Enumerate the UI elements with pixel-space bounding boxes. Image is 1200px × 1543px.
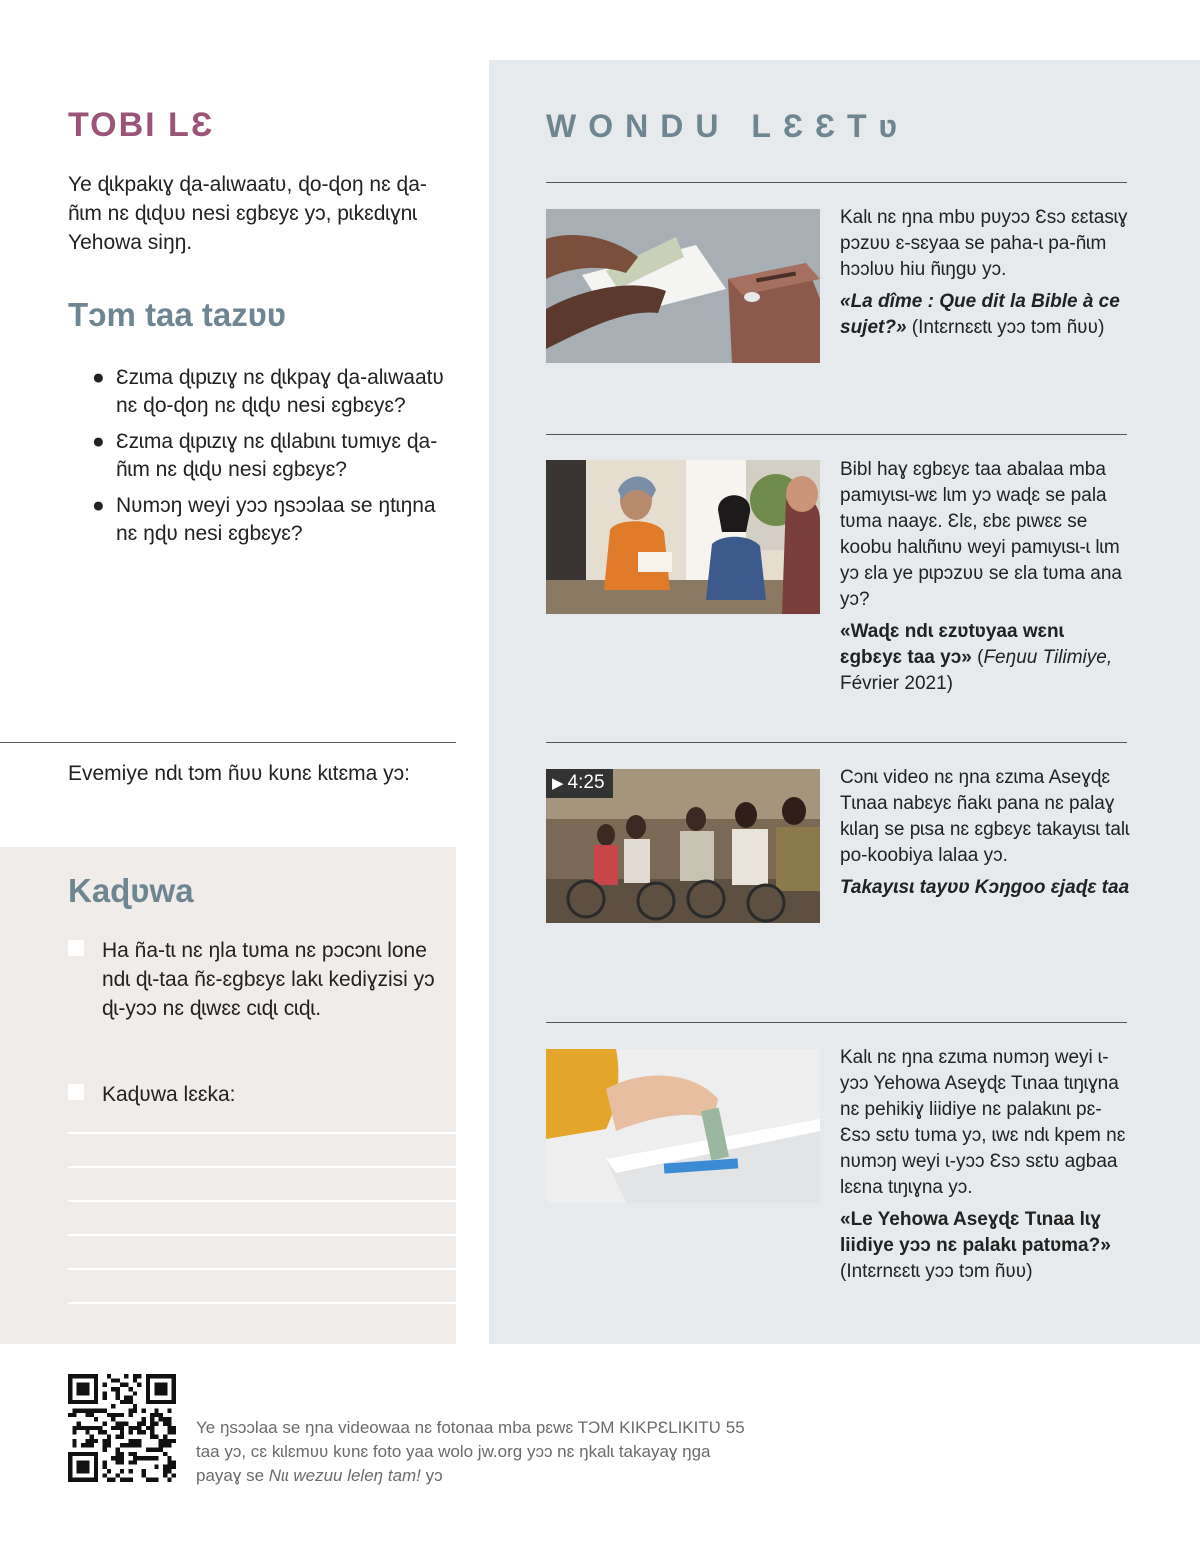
bullet-icon: ● [92, 494, 105, 517]
donation-envelope-image[interactable] [546, 209, 820, 363]
bicycle-video-thumbnail[interactable] [546, 769, 820, 923]
questions-list [92, 364, 452, 556]
resource-reference[interactable]: «La dîme : Que dit la Bible à ce sujet?» (Intɛrnɛɛtɩ yɔɔ tɔm ñʋʋ) [840, 291, 1120, 338]
divider [546, 1022, 1127, 1023]
write-line[interactable] [68, 1166, 456, 1168]
play-icon: ▶ [552, 775, 564, 792]
resource-reference[interactable]: «Le Yehowa Aseɣɖɛ Tɩnaa lɩɣ liidiye yɔɔ nɛ palakɩ patʋma?» (Intɛrnɛɛtɩ yɔɔ tɔm ñʋʋ) [840, 1209, 1111, 1282]
write-line[interactable] [68, 1234, 456, 1236]
checkbox[interactable] [68, 940, 84, 956]
questions-heading: Tɔm taa tazʋʋ [68, 296, 287, 333]
resource-reference[interactable]: «Waɖɛ ndɩ ɛzʋtʋyaa wɛnɩ ɛgbɛyɛ taa yɔ» (Feŋuu Tilimiye, Février 2021) [840, 621, 1113, 694]
resource-item: Kalɩ nɛ ŋna ɛzɩma nʋmɔŋ weyi ɩ-yɔɔ Yehowa Aseɣɖɛ Tɩnaa tɩŋɩɣna nɛ pehikiɣ liidiye nɛ palakɩnɩ pɛ-Ɛsɔ sɛtʋ tʋma yɔ, ɩwɛ ndɩ kpem nɛ nʋmɔŋ weyi ɩ-yɔɔ Ɛsɔ sɛtʋ agbaa lɛɛna tɩŋɩɣna yɔ. «Le Yehowa Aseɣɖɛ Tɩnaa lɩɣ liidiye yɔɔ nɛ palakɩ patʋma?» (Intɛrnɛɛtɩ yɔɔ tɔm ñʋʋ) [840, 1045, 1130, 1285]
divider [546, 182, 1127, 183]
goals-heading: Kaɖʋwa [68, 872, 194, 909]
divider [546, 434, 1127, 435]
resource-item: Cɔnɩ video nɛ ŋna ɛzɩma Aseɣɖɛ Tɩnaa nabɛyɛ ñakɩ pana nɛ palaɣ kɩlaŋ se pɩsa nɛ ɛgbɛyɛ takayɩsɩ talɩ po-koobiya lalaa yɔ. Takayɩsɩ tayʋʋ Kɔŋgoo ɛjaɖɛ taa [840, 765, 1130, 901]
question-item: ● Ɛzɩma ɖɩpɩzɩɣ nɛ ɖɩkpaɣ ɖa-alɩwaatʋ nɛ ɖo-ɖoŋ nɛ ɖɩɖʋ nesi ɛgbɛyɛ? [92, 366, 444, 417]
bullet-icon: ● [92, 366, 105, 389]
bullet-icon: ● [92, 430, 105, 453]
divider [546, 742, 1127, 743]
contribution-box-image[interactable] [546, 1049, 820, 1203]
summary-prompt: Evemiye ndɩ tɔm ñʋʋ kʋnɛ kɩtɛma yɔ: [68, 762, 410, 785]
video-duration-badge: ▶ 4:25 [546, 769, 613, 798]
resource-item: Kalɩ nɛ ŋna mbʋ pʋyɔɔ Ɛsɔ ɛɛtasɩɣ pɔzʋʋ ɛ-sɛyaa se paha-ɩ pa-ñɩm hɔɔlʋʋ hiu ñɩŋgʋ yɔ. «La dîme : Que dit la Bible à ce sujet?» (Intɛrnɛɛtɩ yɔɔ tɔm ñʋʋ) [840, 205, 1130, 341]
write-line[interactable] [68, 1200, 456, 1202]
qr-code-icon[interactable] [68, 1374, 176, 1482]
footer-note: Ye ŋsɔɔlaa se ŋna videowaa nɛ fotonaa mba pɛwɛ TƆM KIKPƐLIKIT​Ʋ 55 taa yɔ, cɛ kɩlɛmʋʋ kʋnɛ foto yaa wolo jw.org yɔɔ nɛ ŋkalɩ takayaɣ ŋga payaɣ se Nɩɩ wezuu leleŋ tam! yɔ [196, 1418, 745, 1485]
page-title: TOBI LƐ [68, 106, 215, 144]
bible-study-group-image[interactable] [546, 460, 820, 614]
write-line[interactable] [68, 1268, 456, 1270]
write-line[interactable] [68, 1132, 456, 1134]
divider [0, 742, 456, 743]
checkbox[interactable] [68, 1084, 84, 1100]
other-goal-checkbox-item[interactable]: Kaɖʋwa lɛɛka: [68, 1080, 438, 1109]
goal-checkbox-item[interactable]: Ha ña-tɩ nɛ ŋla tʋma nɛ pɔcɔnɩ lone ndɩ ɖɩ-taa ñɛ-ɛgbɛyɛ lakɩ kediɣzisi yɔ ɖɩ-yɔɔ nɛ ɖɩwɛɛ cɩɖɩ cɩɖɩ. [68, 936, 438, 1023]
write-line[interactable] [68, 1302, 456, 1304]
intro-text: Ye ɖɩkpakɩɣ ɖa-alɩwaatʋ, ɖo-ɖoŋ nɛ ɖa-ñɩm nɛ ɖɩɖʋʋ nesi ɛgbɛyɛ yɔ, pɩkɛdɩɣnɩ Yehowa siŋŋ. [68, 173, 427, 254]
resource-item: Bibl haɣ ɛgbɛyɛ taa abalaa mba pamɩyɩsɩ-wɛ lɩm yɔ waɖɛ se pala tʋma naayɛ. Ɛlɛ, ɛbɛ pɩwɛɛ se koobu halɩñɩnʋ weyi pamɩyɩsɩ-ɩ lɩm yɔ ɛla ye pɩpɔzʋʋ se ɛla tʋma ana yɔ? «Waɖɛ ndɩ ɛzʋtʋyaa wɛnɩ ɛgbɛyɛ taa yɔ» (Feŋuu Tilimiye, Février 2021) [840, 457, 1130, 697]
question-item: ● Nʋmɔŋ weyi yɔɔ ŋsɔɔlaa se ŋtɩŋna nɛ ŋɖʋ nesi ɛgbɛyɛ? [92, 494, 436, 545]
resources-heading: WONDU LƐƐTʋ [546, 108, 910, 144]
question-item: ● Ɛzɩma ɖɩpɩzɩɣ nɛ ɖɩlabɩnɩ tʋmɩyɛ ɖa-ñɩm nɛ ɖɩɖʋ nesi ɛgbɛyɛ? [92, 430, 438, 481]
resource-reference[interactable]: Takayɩsɩ tayʋʋ Kɔŋgoo ɛjaɖɛ taa [840, 877, 1130, 898]
